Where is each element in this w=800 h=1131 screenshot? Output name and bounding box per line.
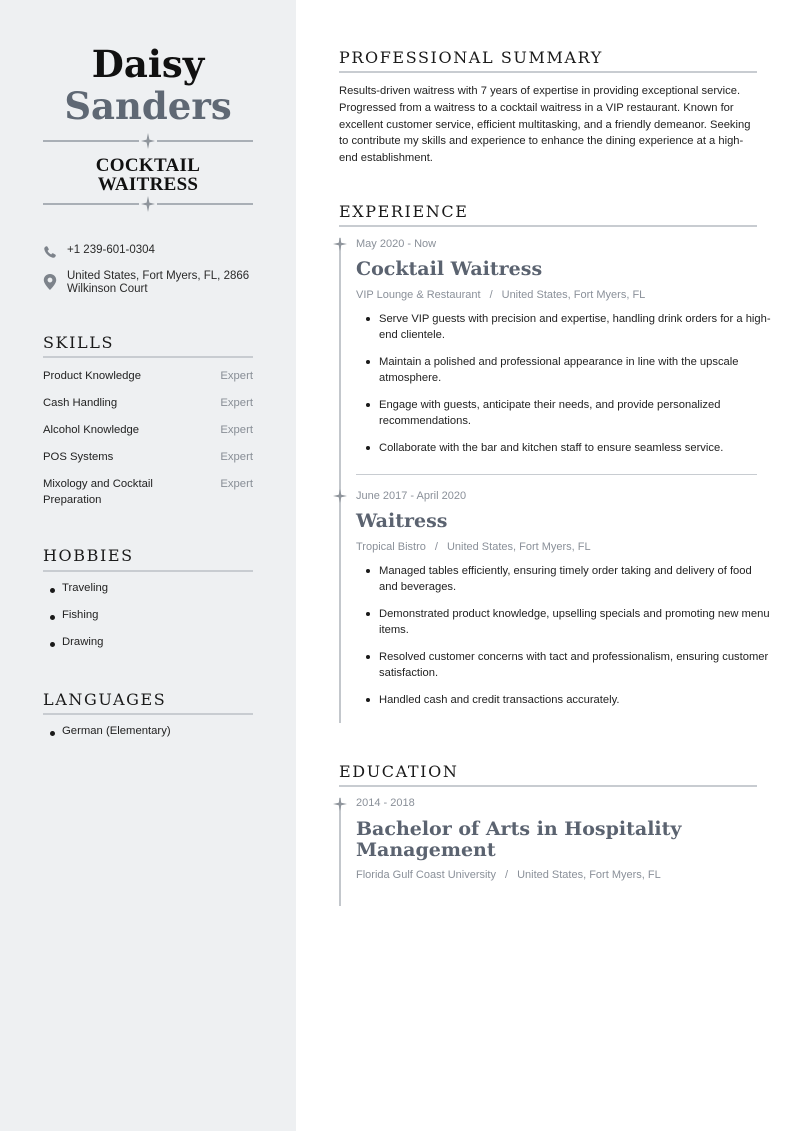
bullet-text: Maintain a polished and professional appearance in line with the upscale atmosphere.	[379, 356, 739, 384]
job-title-line2: WAITRESS	[97, 174, 199, 195]
timeline-line	[339, 238, 341, 723]
address	[67, 270, 267, 296]
job-dates: May 2020 - Now	[356, 238, 437, 250]
bullet-text: Collaborate with the bar and kitchen staff to ensure seamless service.	[379, 442, 724, 454]
phone-icon	[43, 244, 57, 260]
job-title: Waitress	[356, 510, 448, 532]
sidebar	[0, 0, 296, 1131]
school-location: United States, Fort Myers, FL	[517, 869, 661, 881]
experience-rule	[339, 225, 757, 227]
four-point-star-icon	[333, 797, 347, 811]
hobbies-heading: HOBBIES	[43, 546, 134, 565]
hobby-text: Drawing	[62, 636, 104, 648]
skill-level: Expert	[220, 424, 253, 436]
job-dates: June 2017 - April 2020	[356, 490, 467, 502]
four-point-star-icon	[333, 489, 347, 503]
experience-heading: EXPERIENCE	[339, 202, 469, 221]
job-meta	[356, 289, 645, 301]
company: Tropical Bistro	[356, 541, 426, 553]
skill-level: Expert	[220, 370, 253, 382]
four-point-star-icon	[333, 237, 347, 251]
separator: /	[489, 289, 493, 301]
hobby-text: Fishing	[62, 609, 99, 621]
address-line1: United States, Fort Myers, FL, 2866	[67, 270, 250, 282]
four-point-star-icon	[141, 133, 155, 149]
skill-name-line1: Mixology and Cocktail	[43, 478, 153, 490]
job-title-line1: COCKTAIL	[95, 155, 201, 176]
languages-rule	[43, 713, 253, 715]
skill-level: Expert	[220, 478, 253, 490]
skill-level: Expert	[220, 451, 253, 463]
separator: /	[434, 541, 438, 553]
job-location: United States, Fort Myers, FL	[501, 289, 646, 301]
skill-level: Expert	[220, 397, 253, 409]
hobbies-rule	[43, 570, 253, 572]
summary-rule	[339, 71, 757, 73]
skill-name: Alcohol Knowledge	[43, 424, 140, 436]
skill-name: Cash Handling	[43, 397, 118, 409]
languages-heading: LANGUAGES	[43, 690, 167, 709]
phone-number: +1 239-601-0304	[67, 244, 155, 256]
bullet-text: Serve VIP guests with precision and expertise, handling drink orders for a high-end clientele.	[379, 313, 771, 341]
bullet-text: Demonstrated product knowledge, upselling specials and promoting new menu items.	[379, 608, 770, 636]
separator: /	[505, 869, 509, 881]
skills-rule	[43, 356, 253, 358]
education-rule	[339, 785, 757, 787]
map-pin-icon	[43, 274, 57, 290]
education-dates: 2014 - 2018	[356, 797, 415, 809]
language-text: German (Elementary)	[62, 725, 171, 737]
summary-text: Results-driven waitress with 7 years of expertise in providing exceptional service. Progressed from a waitress to a cocktail waitress in a VIP restaurant. Known for excellent customer service, efficient multitasking, and a friendly demeanor. Seeking to contribute my skills and experience to enhance the dining experience at a high-end establishment.	[339, 85, 751, 165]
ornament-divider	[43, 134, 253, 148]
bullet-text: Engage with guests, anticipate their needs, and provide personalized recommendations.	[379, 399, 721, 427]
degree-title: Bachelor of Arts in Hospitality Management	[356, 818, 682, 861]
bullet-text: Resolved customer concerns with tact and professionalism, ensuring customer satisfaction.	[379, 651, 769, 679]
school: Florida Gulf Coast University	[356, 869, 496, 881]
summary-heading: PROFESSIONAL SUMMARY	[339, 48, 603, 67]
job-location: United States, Fort Myers, FL	[446, 541, 591, 553]
skill-name: POS Systems	[43, 451, 114, 463]
ornament-divider	[43, 197, 253, 211]
four-point-star-icon	[141, 196, 155, 212]
skill-name: Product Knowledge	[43, 370, 141, 382]
job-title: Cocktail Waitress	[356, 258, 543, 280]
first-name: Daisy	[91, 42, 205, 86]
address-line2: Wilkinson Court	[67, 283, 148, 295]
education-meta	[356, 869, 661, 881]
education-heading: EDUCATION	[339, 762, 459, 781]
hobby-text: Traveling	[62, 582, 109, 594]
job-meta	[356, 541, 591, 553]
job-title	[43, 156, 253, 194]
timeline-line	[339, 798, 341, 906]
company: VIP Lounge & Restaurant	[356, 289, 481, 301]
skills-heading: SKILLS	[43, 333, 115, 352]
skill-name	[43, 476, 183, 508]
bullet-text: Managed tables efficiently, ensuring timely order taking and delivery of food and beverages.	[379, 565, 752, 593]
bullet-text: Handled cash and credit transactions accurately.	[379, 694, 620, 706]
job-divider	[356, 474, 757, 475]
skill-name-line2: Preparation	[43, 494, 102, 506]
last-name: Sanders	[64, 84, 232, 128]
main-content	[296, 0, 800, 1131]
